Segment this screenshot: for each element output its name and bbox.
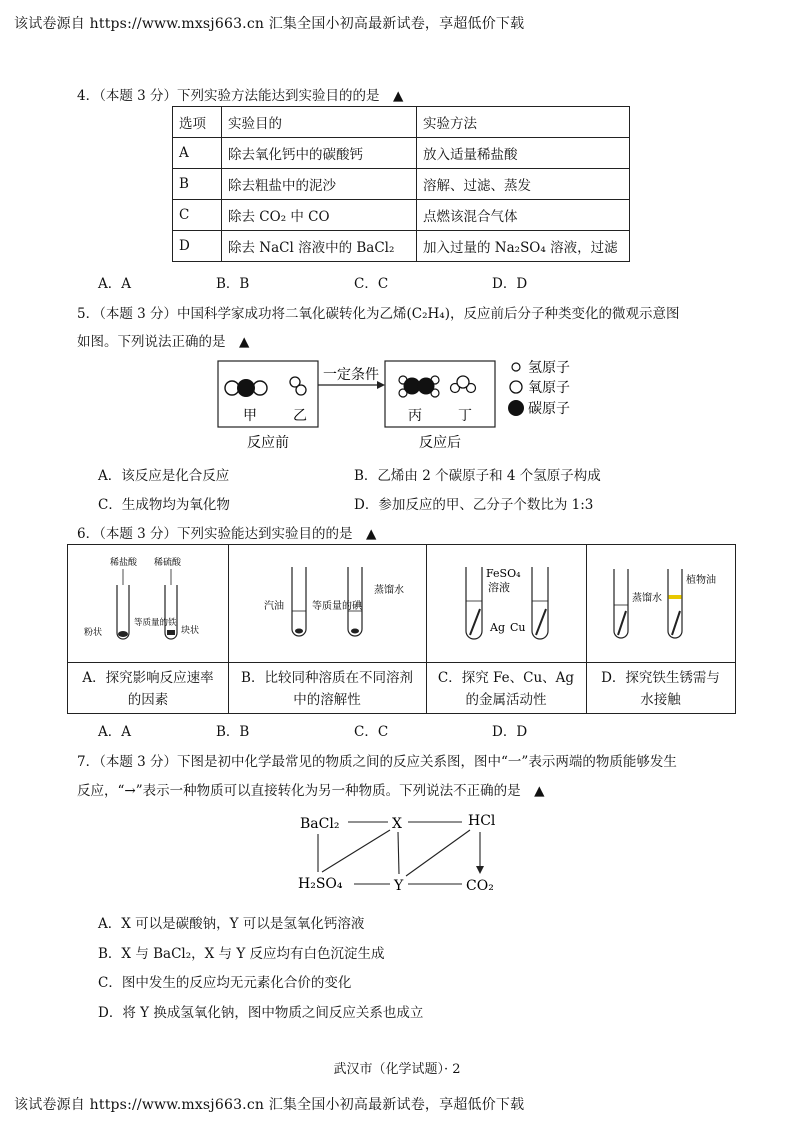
edge-h2so4-x <box>322 830 390 872</box>
svg-text:稀硫酸: 稀硫酸 <box>154 558 182 568</box>
table-header-cell: 实验目的 <box>222 107 417 138</box>
q7-stem-line2: 反应，“→”表示一种物质可以直接转化为另一种物质。下列说法不正确的是 ▲ <box>77 783 545 799</box>
panel-b-figure <box>228 545 426 662</box>
svg-text:溶液: 溶液 <box>488 581 510 594</box>
q5-stem-line1: 5．（本题 3 分）中国科学家成功将二氧化碳转化为乙烯(C₂H₄)，反应前后分子种类变化的微观示意图 <box>77 306 680 322</box>
node-bacl2: BaCl₂ <box>300 816 340 832</box>
option-a[interactable]: A．A <box>98 276 131 292</box>
table-cell: 除去氧化钙中的碳酸钙 <box>222 138 417 169</box>
table-row <box>173 138 630 169</box>
option-d[interactable]: D．D <box>492 276 528 292</box>
option-c[interactable]: C．C <box>354 276 389 292</box>
svg-text:植物油: 植物油 <box>686 575 716 586</box>
table-cell: B <box>173 169 222 200</box>
table-cell: 除去粗盐中的泥沙 <box>222 169 417 200</box>
footer-banner: 该试卷源自 https://www.mxsj663.cn 汇集全国小初高最新试卷，享超低价下载 <box>14 1097 525 1113</box>
node-y: Y <box>394 878 404 894</box>
h2o-molecule <box>451 376 476 393</box>
table-cell: 点燃该混合气体 <box>417 200 630 231</box>
option-d[interactable]: D．D <box>492 724 528 740</box>
table-cell: 除去 CO₂ 中 CO <box>222 200 417 231</box>
arrow-head <box>476 866 484 874</box>
option-a[interactable]: A．X 可以是碳酸钠，Y 可以是氢氧化钙溶液 <box>98 916 365 932</box>
panel-d-caption: D．探究铁生锈需与 水接触 <box>586 662 735 711</box>
svg-text:Ag: Ag <box>490 621 505 634</box>
q7-reaction-diagram <box>290 808 520 904</box>
table-cell: D <box>173 231 222 262</box>
table-cell: C <box>173 200 222 231</box>
oil-layer <box>669 595 682 599</box>
svg-text:粉状: 粉状 <box>84 628 103 638</box>
label-bing: 丙 <box>408 408 422 424</box>
q6-panel-c <box>426 545 587 713</box>
header-banner: 该试卷源自 https://www.mxsj663.cn 汇集全国小初高最新试卷，享超低价下载 <box>14 16 525 32</box>
panel-a-figure <box>68 545 228 662</box>
panel-c-figure <box>426 545 586 662</box>
node-h2so4: H₂SO₄ <box>298 876 343 892</box>
svg-text:稀盐酸: 稀盐酸 <box>110 558 138 568</box>
option-b[interactable]: B．乙烯由 2 个碳原子和 4 个氢原子构成 <box>354 468 601 484</box>
node-x: X <box>392 816 402 832</box>
table-cell: 加入过量的 Na₂SO₄ 溶液，过滤 <box>417 231 630 262</box>
svg-text:蒸馏水: 蒸馏水 <box>374 585 404 596</box>
option-a[interactable]: A．该反应是化合反应 <box>98 468 230 484</box>
table-header-cell: 实验方法 <box>417 107 630 138</box>
svg-text:块状: 块状 <box>181 626 200 636</box>
svg-text:Cu: Cu <box>510 621 526 634</box>
arrow-label: 一定条件 <box>323 367 379 383</box>
option-d[interactable]: D．将 Y 换成氢氧化钠，图中物质之间反应关系也成立 <box>98 1005 424 1021</box>
node-co2: CO₂ <box>466 878 494 894</box>
q6-panel-d <box>586 545 735 713</box>
legend-hydrogen-icon <box>512 363 520 371</box>
legend-carbon: 碳原子 <box>528 401 570 417</box>
panel-d-figure <box>586 545 735 662</box>
panel-c-caption: C．探究 Fe、Cu、Ag 的金属活动性 <box>426 662 586 711</box>
q5-molecule-diagram <box>210 355 610 455</box>
svg-text:等质量的碘: 等质量的碘 <box>312 601 362 612</box>
svg-text:等质量的铁: 等质量的铁 <box>134 618 177 628</box>
option-c[interactable]: C．生成物均为氧化物 <box>98 497 230 513</box>
panel-a-caption: A．探究影响反应速率 的因素 <box>68 662 228 711</box>
page-footer: 武汉市（化学试题）· 2 <box>333 1062 461 1077</box>
svg-text:蒸馏水: 蒸馏水 <box>632 593 662 604</box>
edge-y-hcl <box>406 830 470 876</box>
co2-molecule <box>225 379 267 397</box>
q7-stem-line1: 7．（本题 3 分）下图是初中化学最常见的物质之间的反应关系图，图中“一”表示两端的物质能够发生 <box>77 754 677 770</box>
table-cell: 溶解、过滤、蒸发 <box>417 169 630 200</box>
legend-hydrogen: 氢原子 <box>528 360 570 376</box>
legend-oxygen-icon <box>510 381 522 393</box>
label-ding: 丁 <box>458 408 472 424</box>
q5-stem-line2: 如图。下列说法正确的是 ▲ <box>77 334 250 350</box>
q4-table <box>172 106 630 262</box>
option-c[interactable]: C．图中发生的反应均无元素化合价的变化 <box>98 975 352 991</box>
c2h4-molecule <box>399 376 439 397</box>
table-row <box>173 169 630 200</box>
q4-stem: 4．（本题 3 分）下列实验方法能达到实验目的的是 ▲ <box>77 88 404 104</box>
edge-x-y <box>398 832 399 874</box>
table-row <box>173 200 630 231</box>
table-cell: A <box>173 138 222 169</box>
label-yi: 乙 <box>293 408 307 424</box>
option-c[interactable]: C．C <box>354 724 389 740</box>
panel-b-caption: B．比较同种溶质在不同溶剂 中的溶解性 <box>228 662 426 711</box>
option-b[interactable]: B．B <box>216 724 250 740</box>
option-b[interactable]: B．X 与 BaCl₂，X 与 Y 反应均有白色沉淀生成 <box>98 946 385 962</box>
h2-molecule <box>290 377 306 395</box>
svg-text:汽油: 汽油 <box>264 601 284 612</box>
q6-panel-b <box>228 545 427 713</box>
label-jia: 甲 <box>243 408 257 424</box>
legend-oxygen: 氧原子 <box>528 380 570 396</box>
q6-panel-a <box>68 545 229 713</box>
legend-carbon-icon <box>508 400 524 416</box>
table-row <box>173 107 630 138</box>
option-d[interactable]: D．参加反应的甲、乙分子个数比为 1:3 <box>354 497 594 513</box>
q6-stem: 6．（本题 3 分）下列实验能达到实验目的的是 ▲ <box>77 526 377 542</box>
table-cell: 除去 NaCl 溶液中的 BaCl₂ <box>222 231 417 262</box>
caption-before: 反应前 <box>247 435 289 451</box>
svg-text:FeSO₄: FeSO₄ <box>486 567 521 580</box>
table-header-cell: 选项 <box>173 107 222 138</box>
q6-experiment-table <box>67 544 736 714</box>
option-b[interactable]: B．B <box>216 276 250 292</box>
table-row <box>173 231 630 262</box>
option-a[interactable]: A．A <box>98 724 131 740</box>
caption-after: 反应后 <box>419 435 461 451</box>
table-cell: 放入适量稀盐酸 <box>417 138 630 169</box>
node-hcl: HCl <box>468 813 496 829</box>
